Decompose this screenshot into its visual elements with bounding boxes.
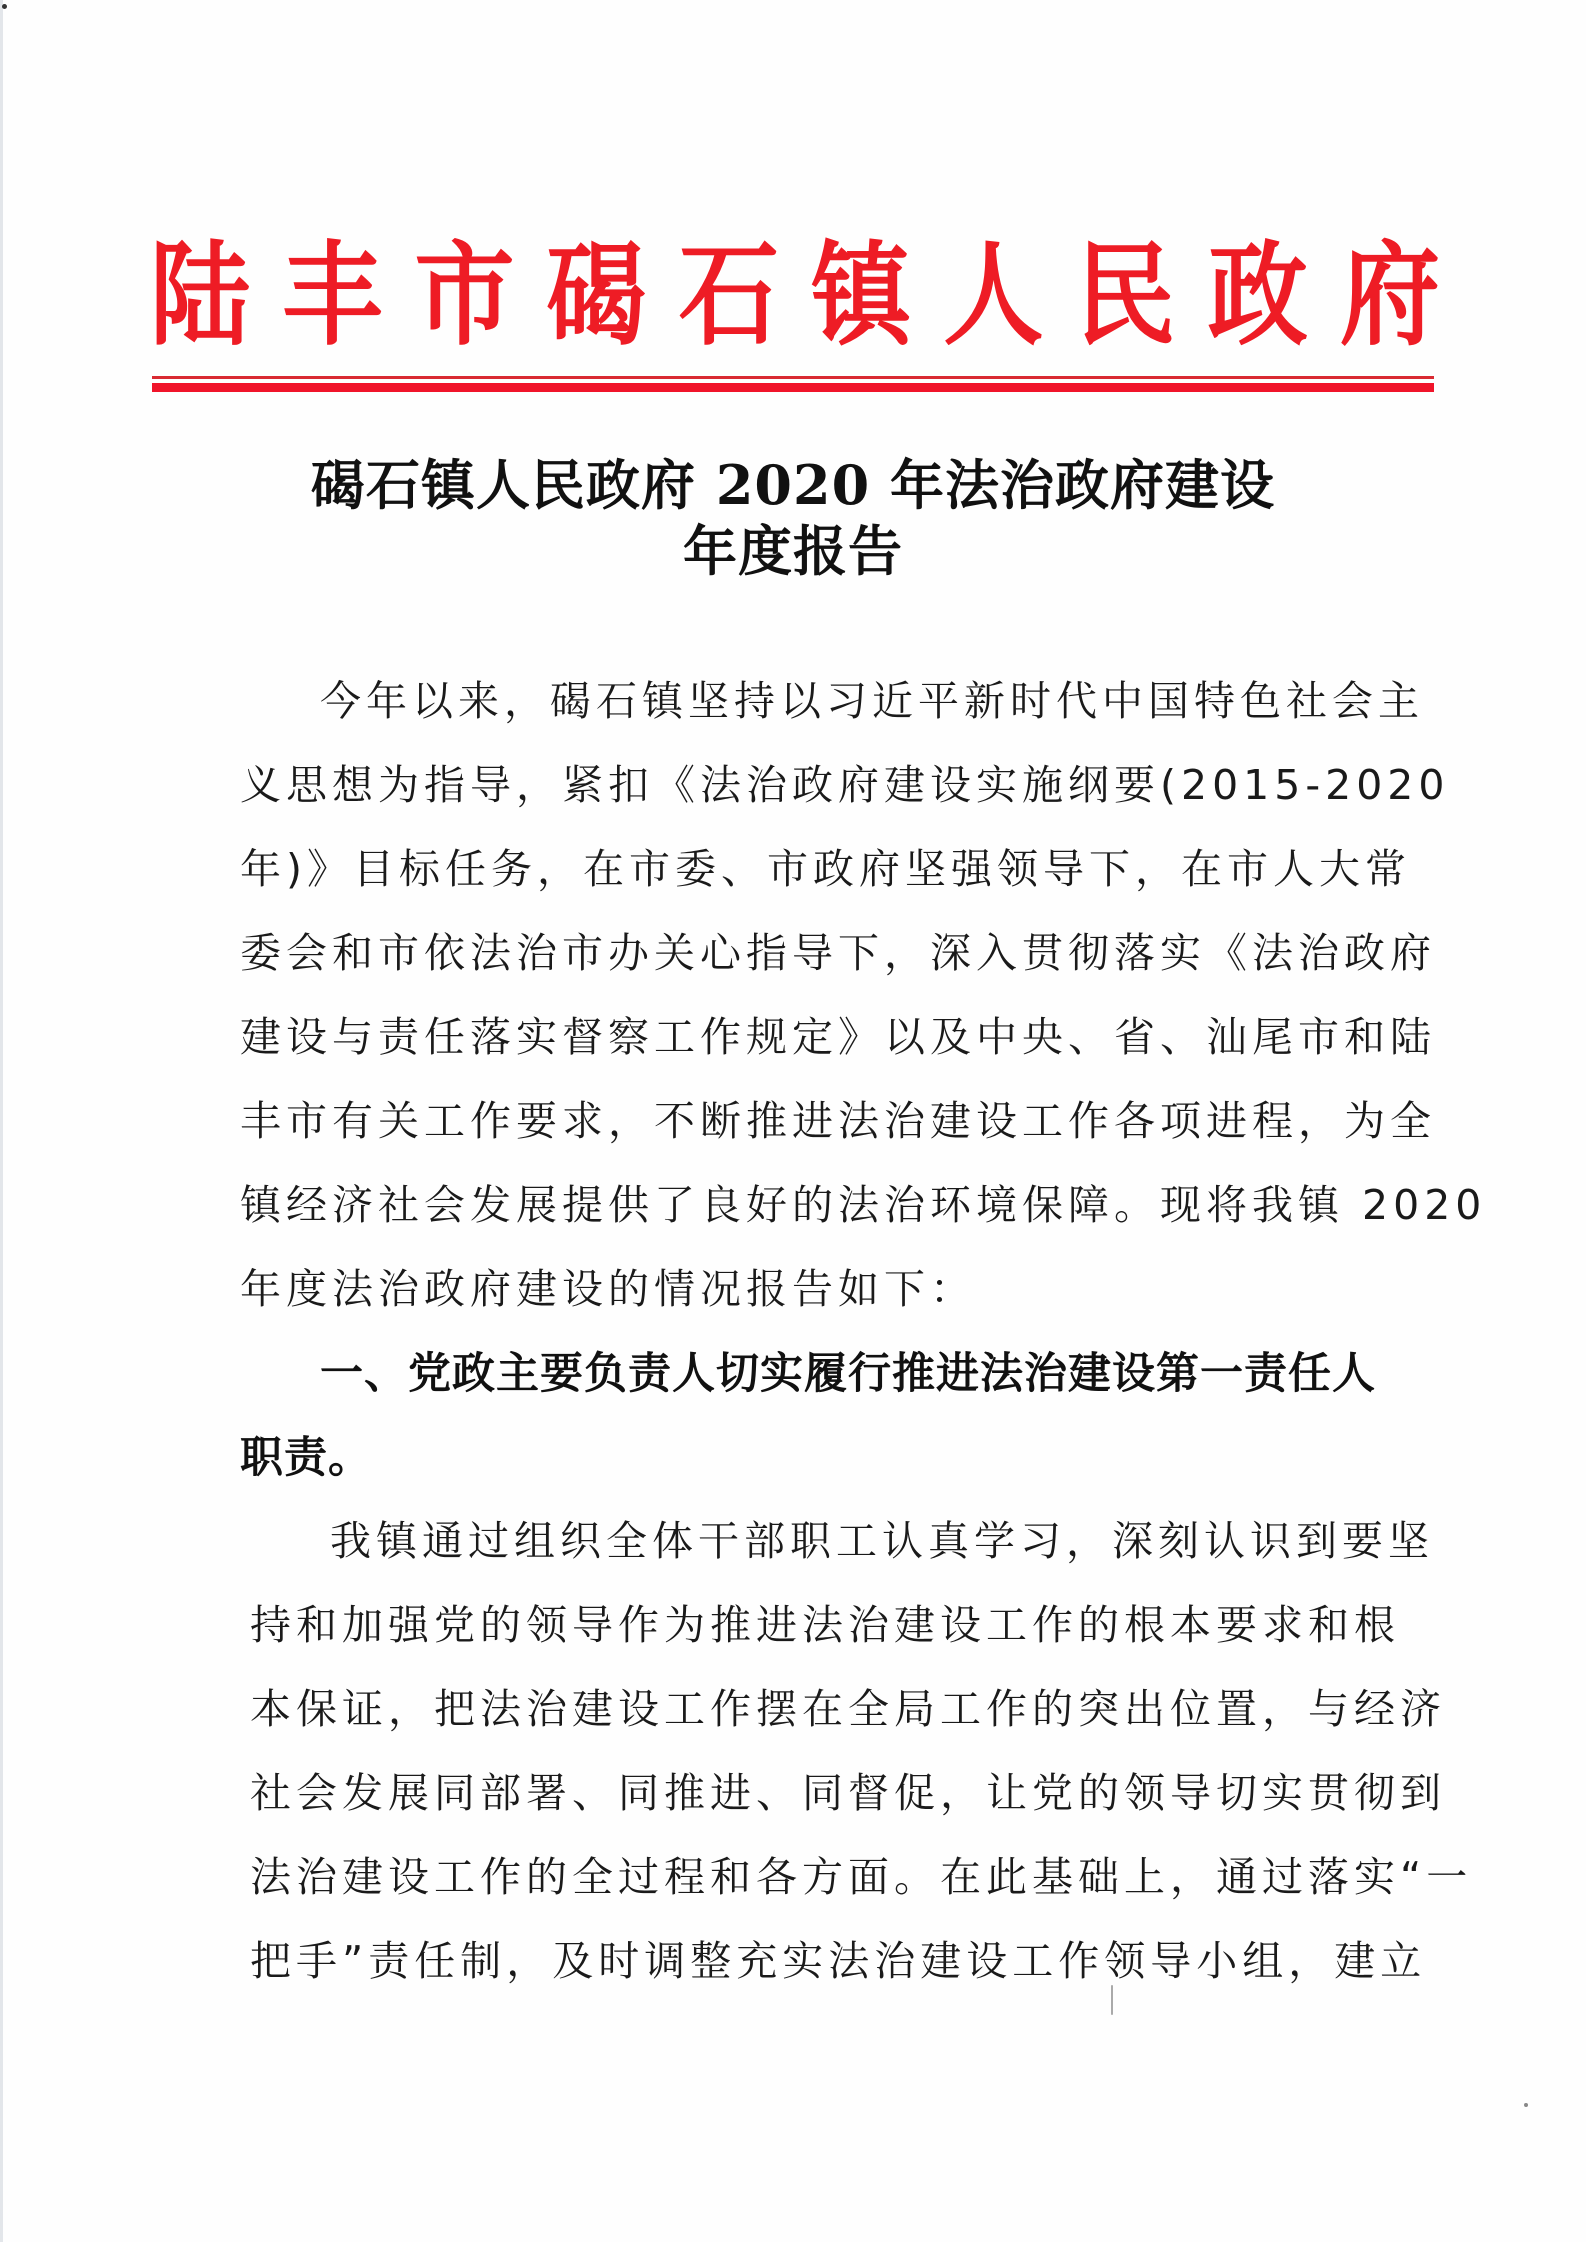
scan-speck: [1524, 2103, 1528, 2107]
title-line-2: 年度报告: [683, 519, 903, 583]
section-heading: 职责。: [240, 1433, 372, 1483]
masthead-char: 府: [1339, 228, 1440, 362]
title-line-1: 碣石镇人民政府 2020 年法治政府建设: [311, 453, 1275, 517]
scan-speck: [2, 4, 7, 9]
section-heading: 一、党政主要负责人切实履行推进法治建设第一责任人: [320, 1349, 1376, 1399]
intro-line: 义思想为指导，紧扣《法治政府建设实施纲要(2015-2020: [240, 761, 1450, 809]
intro-line: 年)》目标任务，在市委、市政府坚强领导下，在市人大常: [240, 845, 1411, 893]
masthead-char: 民: [1075, 228, 1176, 362]
section-paragraph-line: 把手”责任制，及时调整充实法治建设工作领导小组，建立: [250, 1937, 1427, 1985]
masthead-char: 镇: [811, 228, 912, 362]
masthead: [150, 228, 1440, 362]
section-paragraph-line: 社会发展同部署、同推进、同督促，让党的领导切实贯彻到: [250, 1769, 1446, 1817]
section-paragraph-line: 持和加强党的领导作为推进法治建设工作的根本要求和根: [250, 1601, 1400, 1649]
masthead-char: 石: [678, 228, 779, 362]
masthead-char: 丰: [282, 228, 383, 362]
masthead-char: 市: [414, 228, 515, 362]
masthead-char: 陆: [150, 228, 250, 362]
masthead-char: 碣: [546, 228, 647, 362]
masthead-char: 政: [1207, 228, 1308, 362]
scan-mark: [1111, 1985, 1113, 2015]
masthead-divider-thin: [152, 376, 1434, 379]
intro-line: 镇经济社会发展提供了良好的法治环境保障。现将我镇 2020: [240, 1181, 1487, 1229]
masthead-divider-thick: [152, 383, 1434, 392]
intro-line: 今年以来，碣石镇坚持以习近平新时代中国特色社会主: [320, 677, 1424, 725]
masthead-char: 人: [943, 228, 1044, 362]
section-paragraph-line: 法治建设工作的全过程和各方面。在此基础上，通过落实“一: [250, 1853, 1473, 1901]
section-paragraph-line: 本保证，把法治建设工作摆在全局工作的突出位置，与经济: [250, 1685, 1446, 1733]
section-paragraph-line: 我镇通过组织全体干部职工认真学习，深刻认识到要坚: [330, 1517, 1434, 1565]
document-title: [200, 452, 1386, 584]
intro-line: 年度法治政府建设的情况报告如下：: [240, 1265, 976, 1313]
intro-line: 委会和市依法治市办关心指导下，深入贯彻落实《法治政府: [240, 929, 1436, 977]
intro-line: 丰市有关工作要求，不断推进法治建设工作各项进程，为全: [240, 1097, 1436, 1145]
scan-edge: [0, 0, 3, 2242]
intro-line: 建设与责任落实督察工作规定》以及中央、省、汕尾市和陆: [240, 1013, 1436, 1061]
